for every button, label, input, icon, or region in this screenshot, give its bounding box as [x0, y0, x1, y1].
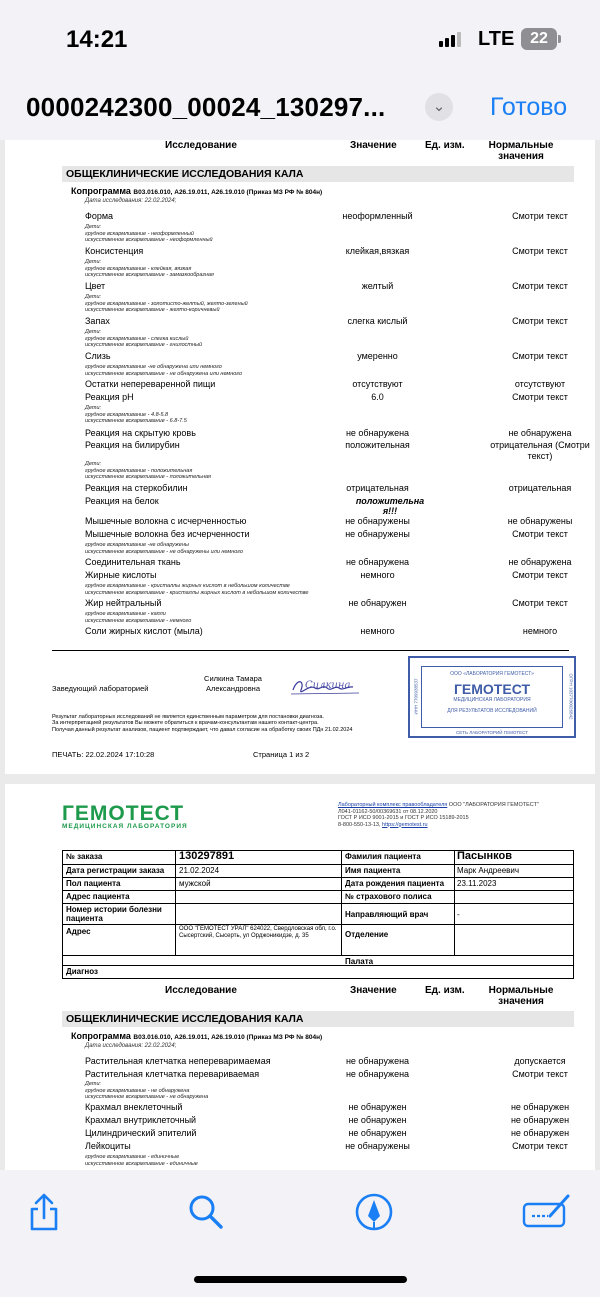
- table-row: Остатки непереваренной пищи отсутствуют отсутствуют: [85, 379, 566, 389]
- table-row: Реакция на белок положительная!!!: [85, 496, 425, 516]
- file-title[interactable]: 0000242300_00024_130297...: [26, 92, 386, 122]
- section-title: ОБЩЕКЛИНИЧЕСКИЕ ИССЛЕДОВАНИЯ КАЛА: [62, 1011, 574, 1027]
- table-row: Запах слегка кислый Смотри текст: [85, 316, 568, 326]
- share-icon[interactable]: [26, 1192, 62, 1237]
- page-2: [5, 784, 595, 1170]
- home-indicator[interactable]: [194, 1276, 407, 1283]
- row-note: Дети: грудное вскармливание - 4.8-5.8 искусственное вскармливание - 6.8-7.5: [85, 405, 187, 424]
- study-date: Дата исследования: 22.02.2024;: [85, 198, 177, 204]
- coprogram-title: Копрограмма В03.016.010, А26.19.011, А26.19.010 (Приказ МЗ РФ № 804н): [71, 1031, 323, 1041]
- table-row: Цвет желтый Смотри текст: [85, 281, 568, 291]
- table-row: Реакция на стеркобилин отрицательная отрицательная: [85, 483, 572, 493]
- table-row: Растительная клетчатка непереваримаемая не обнаружена допускается: [85, 1056, 566, 1066]
- patient-info-table: № заказа 130297891 Фамилия пациента Пасынков Дата регистрации заказа 21.02.2024 Имя пациента Марк Андреевич Пол пациента мужской Дата рождения пациента 23.11.2023 Адрес пациента № страхового полиса Номер истории болезни пациента Направляющий врач - Адрес ООО "ГЕМОТЕСТ УРАЛ" 624022, Свердловская обл, г.о. Сысертский, Сысерть, ул Орджоникидзе, д. 35 Отделение Палата: [62, 850, 574, 966]
- status-bar: [0, 0, 600, 80]
- row-note: Дети: грудное вскармливание - неоформленный искусственное вскармливание - неоформленный: [85, 224, 213, 243]
- row-note: Дети: грудное вскармливание - слегка кислый искусственное вскармливание - гнилостный: [85, 329, 203, 348]
- lab-info: Лабораторный комплекс правообладателя ООО "ЛАБОРАТОРИЯ ГЕМОТЕСТ" Л041-01162-50/00369631 от 08.12.2020 ГОСТ Р ИСО 9001-2015 и ГОСТ Р ИСО 15189-2015 8-800-550-13-13, https://gemotest.ru: [338, 802, 539, 828]
- header-norm: Нормальные значения: [488, 140, 554, 162]
- done-button[interactable]: Готово: [490, 93, 568, 121]
- table-row: Крахмал внутриклеточный не обнаружен не обнаружен: [85, 1115, 570, 1125]
- lab-link[interactable]: Лабораторный комплекс правообладателя: [338, 802, 448, 808]
- table-row: Реакция на скрытую кровь не обнаружена не обнаружена: [85, 428, 572, 438]
- row-note: Дети: грудное вскармливание - золотисто-желтый, желто-зеленый искусственное вскармливание - желто-коричневый: [85, 294, 248, 313]
- chevron-down-icon[interactable]: ⌄: [425, 93, 453, 121]
- status-time: 14:21: [66, 26, 128, 53]
- table-row: Крахмал внеклеточный не обнаружен не обнаружен: [85, 1102, 570, 1112]
- header-unit: Ед. изм.: [425, 140, 465, 151]
- table-row: Растительная клетчатка перевариваемая не обнаружена Смотри текст: [85, 1069, 568, 1079]
- row-note: грудное вскармливание -не обнаружены искусственное вскармливание - не обнаружены или немного: [85, 542, 243, 555]
- page-1: [5, 140, 595, 774]
- row-note: Дети: грудное вскармливание - не обнаружена искусственное вскармливание - не обнаружена: [85, 1081, 209, 1100]
- row-note: грудное вскармливание -не обнаружена или немного искусственное вскармливание - не обнаружена или немного: [85, 364, 243, 377]
- head-label: Заведующий лабораторией: [52, 684, 149, 693]
- signature: Силкина: [289, 676, 361, 698]
- table-row: Жирные кислоты немного Смотри текст: [85, 570, 568, 580]
- signal-icon: [439, 32, 461, 47]
- section-title: ОБЩЕКЛИНИЧЕСКИЕ ИССЛЕДОВАНИЯ КАЛА: [62, 166, 574, 182]
- table-row: Слизь умеренно Смотри текст: [85, 351, 568, 361]
- table-row: Жир нейтральный не обнаружен Смотри текст: [85, 598, 568, 608]
- table-row: Цилиндрический эпителий не обнаружен не обнаружен: [85, 1128, 570, 1138]
- row-note: Дети: грудное вскармливание - положительная искусственное вскармливание - положительная: [85, 461, 211, 480]
- table-row: Соединительная ткань не обнаружена не обнаружена: [85, 557, 572, 567]
- row-note: грудное вскармливание - кристаллы жирных кислот в небольшом количестве искусственное вскармливание - кристаллы жирных кислот в небольшом количестве: [85, 583, 309, 596]
- site-link[interactable]: https://gemotest.ru: [382, 821, 428, 828]
- document-viewer[interactable]: [0, 140, 600, 1170]
- navigation-bar: [0, 80, 600, 140]
- table-row: Лейкоциты не обнаружены Смотри текст: [85, 1141, 568, 1151]
- header-norm: Нормальные значения: [488, 985, 554, 1007]
- table-row: Реакция pH 6.0 Смотри текст: [85, 392, 568, 402]
- row-note: грудное вскармливание - капли искусственное вскармливание - немного: [85, 611, 192, 624]
- header-value: Значение: [350, 985, 397, 996]
- row-note: грудное вскармливание - единичные искусственное вскармливание - единичные: [85, 1154, 198, 1167]
- table-row: Реакция на билирубин положительная отрицательная (Смотри текст): [85, 440, 590, 461]
- signature-icon[interactable]: [522, 1192, 572, 1237]
- header-study: Исследование: [165, 140, 237, 151]
- coprogram-title: Копрограмма В03.016.010, А26.19.011, А26.19.010 (Приказ МЗ РФ № 804н): [71, 186, 323, 196]
- battery-icon: 22: [521, 28, 557, 50]
- row-note: Дети: грудное вскармливание - клейкая, вязкая искусственное вскармливание - замазкообразная: [85, 259, 214, 278]
- print-date: ПЕЧАТЬ: 22.02.2024 17:10:28: [52, 750, 155, 759]
- head-name: Силкина Тамара Александровна: [204, 674, 262, 693]
- header-study: Исследование: [165, 985, 237, 996]
- page-number: Страница 1 из 2: [253, 750, 310, 759]
- lab-stamp: ООО «ЛАБОРАТОРИЯ ГЕМОТЕСТ» ГЕМОТЕСТ МЕДИЦИНСКАЯ ЛАБОРАТОРИЯ ДЛЯ РЕЗУЛЬТАТОВ ИССЛЕДОВАНИЙ СЕТЬ ЛАБОРАТОРИЙ ГЕМОТЕСТ ИНН 7709938537 ОГРН 1037700026842: [408, 656, 576, 738]
- diagnosis-row: Диагноз: [62, 966, 574, 979]
- study-date: Дата исследования: 22.02.2024;: [85, 1043, 177, 1049]
- table-row: Форма неоформленный Смотри текст: [85, 211, 568, 221]
- disclaimer: Результат лабораторных исследований не является единственным параметром для постановки диагноза. За интерпретацией результатов Вы можете обратиться к врачам-консультантам нашего контакт-центра. Получая данный результат анализов, пациент подтверждает, что давал согласие на обработку своих ПДн 21.02.2024: [52, 714, 353, 733]
- header-value: Значение: [350, 140, 397, 151]
- header-unit: Ед. изм.: [425, 985, 465, 996]
- search-icon[interactable]: [186, 1192, 226, 1237]
- order-number: 130297891: [179, 850, 235, 862]
- table-row: Мышечные волокна без исчерченности не обнаружены Смотри текст: [85, 529, 568, 539]
- patient-surname: Пасынков: [457, 850, 513, 862]
- markup-icon[interactable]: [354, 1192, 394, 1237]
- table-row: Консистенция клейкая,вязкая Смотри текст: [85, 246, 568, 256]
- table-row: Соли жирных кислот (мыла) немного немного: [85, 626, 558, 636]
- gemotest-logo: ГЕМОТЕСТ МЕДИЦИНСКАЯ ЛАБОРАТОРИЯ: [62, 802, 188, 830]
- table-row: Мышечные волокна с исчерченностью не обнаружены не обнаружены: [85, 516, 573, 526]
- network-label: LTE: [478, 28, 515, 50]
